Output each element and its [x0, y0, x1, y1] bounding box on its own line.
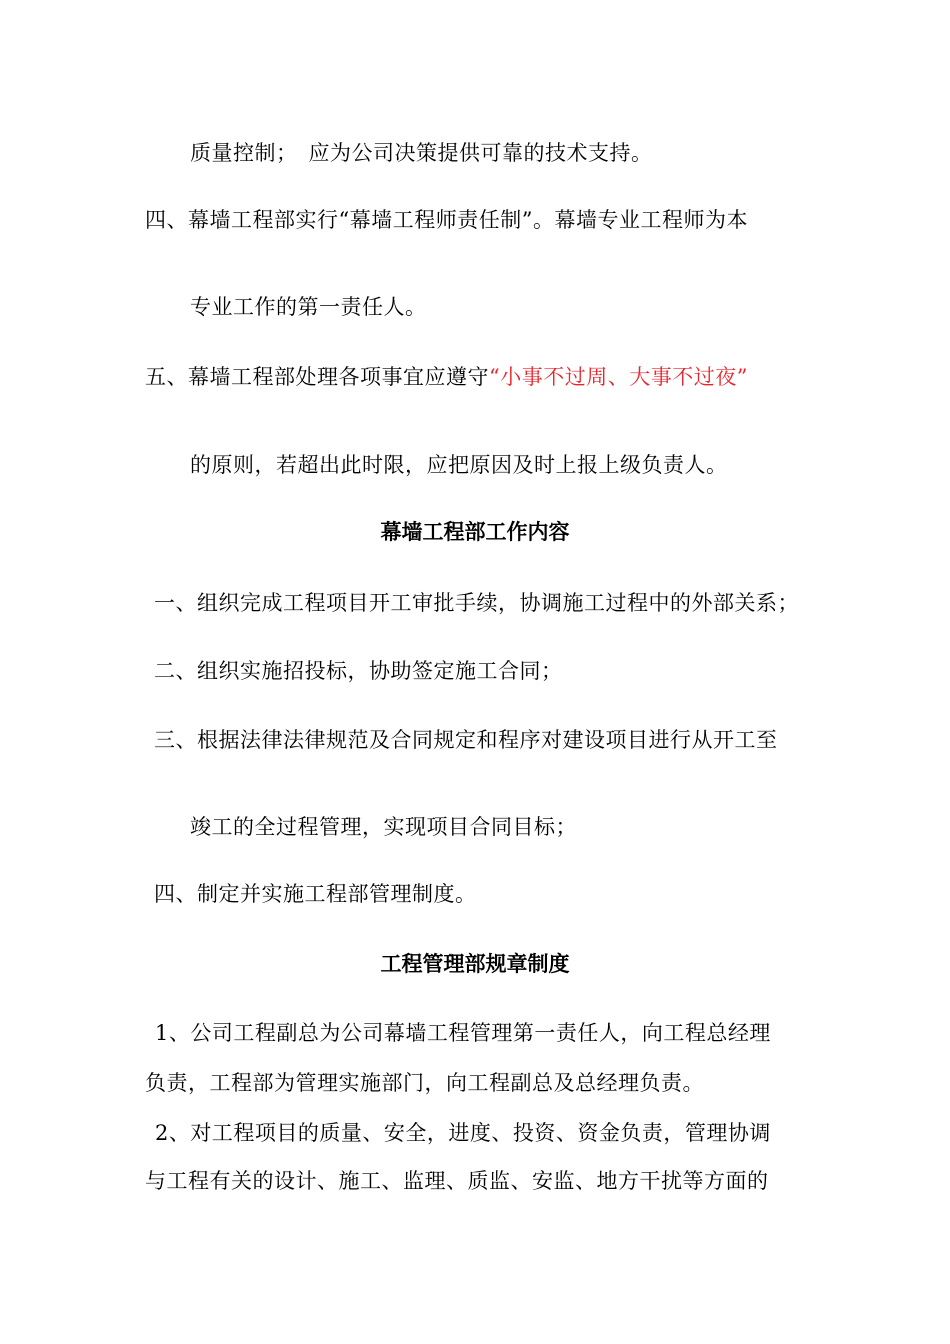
work-item-2: 二、组织实施招投标，协助签定施工合同；: [154, 659, 563, 683]
paragraph-4-line-2: 专业工作的第一责任人。: [190, 295, 427, 319]
section-heading-rules: 工程管理部规章制度: [380, 951, 570, 976]
section-heading-work-content: 幕墙工程部工作内容: [380, 519, 570, 544]
paragraph-5-line-2: 的原则，若超出此时限，应把原因及时上报上级负责人。: [190, 453, 728, 477]
rule-1-line-1: 1、公司工程副总为公司幕墙工程管理第一责任人，向工程总经理: [155, 1021, 771, 1045]
paragraph-5-text: 五、幕墙工程部处理各项事宜应遵守: [145, 365, 489, 389]
rule-1-line-2: 负责，工程部为管理实施部门，向工程副总及总经理负责。: [145, 1071, 704, 1095]
rule-2-line-2: 与工程有关的设计、施工、监理、质监、安监、地方干扰等方面的: [145, 1169, 769, 1193]
highlighted-phrase: “小事不过周、大事不过夜”: [489, 365, 748, 389]
work-item-3-line-2: 竣工的全过程管理，实现项目合同目标；: [190, 815, 577, 839]
rule-2-line-1: 2、对工程项目的质量、安全，进度、投资、资金负责，管理协调: [155, 1121, 771, 1145]
paragraph-4-line-1: 四、幕墙工程部实行“幕墙工程师责任制”。幕墙专业工程师为本: [145, 208, 748, 232]
paragraph-quality-control: 质量控制； 应为公司决策提供可靠的技术支持。: [190, 141, 653, 165]
work-item-3-line-1: 三、根据法律法律规范及合同规定和程序对建设项目进行从开工至: [154, 728, 778, 752]
paragraph-5-line-1: [145, 363, 748, 391]
work-item-1: 一、组织完成工程项目开工审批手续，协调施工过程中的外部关系；: [154, 591, 799, 615]
work-item-4: 四、制定并实施工程部管理制度。: [154, 882, 477, 906]
